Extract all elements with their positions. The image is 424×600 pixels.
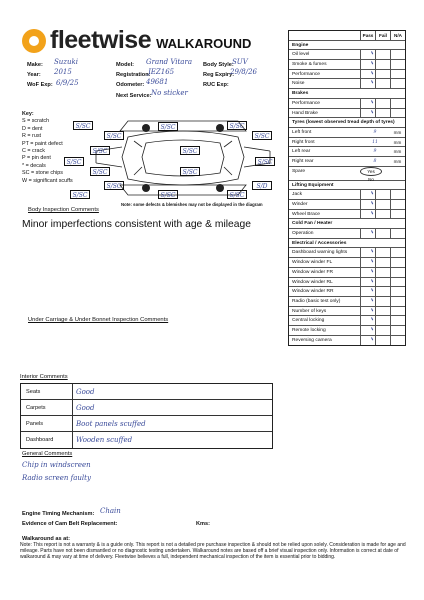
fail-cell bbox=[375, 109, 390, 118]
fail-cell bbox=[375, 210, 390, 219]
pass-cell bbox=[360, 316, 375, 325]
checklist-item-label: Left rear bbox=[292, 149, 311, 155]
interior-row-label: Dashboard bbox=[21, 432, 73, 448]
checklist-item bbox=[289, 210, 405, 220]
pass-cell bbox=[360, 200, 375, 209]
checklist-item-label: Wheel Brace bbox=[292, 211, 320, 217]
checklist-section bbox=[289, 118, 405, 128]
pass-cell bbox=[360, 278, 375, 287]
checklist-item-label: Electrical / Accessories bbox=[292, 240, 347, 246]
checklist-item bbox=[289, 268, 405, 278]
interior-row-label: Panels bbox=[21, 416, 73, 431]
interior-row-carpets bbox=[21, 400, 272, 416]
pass-cell bbox=[360, 248, 375, 257]
checklist-item-label: Oil level bbox=[292, 52, 310, 58]
interior-row-label: Seats bbox=[21, 384, 73, 399]
year-label: Year: bbox=[27, 72, 41, 78]
fail-column-header: Fail bbox=[375, 31, 390, 40]
interior-comments-table bbox=[20, 383, 273, 449]
wheel-icon bbox=[142, 124, 150, 132]
na-cell bbox=[390, 60, 405, 69]
checklist-item-label: Right rear bbox=[292, 158, 314, 164]
pass-cell bbox=[360, 99, 375, 108]
interior-row-label: Carpets bbox=[21, 400, 73, 415]
fail-cell bbox=[375, 297, 390, 306]
na-cell bbox=[390, 190, 405, 199]
fail-cell bbox=[375, 248, 390, 257]
checklist-section bbox=[289, 239, 405, 249]
tread-depth-value: 8 bbox=[373, 158, 377, 164]
checklist-item-label: Smoke & fumes bbox=[292, 62, 327, 68]
checklist-tyre-row bbox=[289, 128, 405, 138]
checklist-spare-row bbox=[289, 167, 405, 181]
body-inspection-comment: Minor imperfections consistent with age & mileage bbox=[22, 219, 251, 230]
pass-cell bbox=[360, 326, 375, 335]
interior-row-value: Wooden scuffed bbox=[76, 436, 133, 444]
fail-cell bbox=[375, 50, 390, 59]
pass-cell bbox=[360, 70, 375, 79]
wheel-icon bbox=[216, 184, 224, 192]
pass-cell bbox=[360, 287, 375, 296]
damage-tag: S/SC bbox=[180, 167, 200, 176]
brand-name: fleetwise bbox=[50, 26, 152, 54]
odometer-value: 49681 bbox=[146, 78, 169, 86]
body-style-value: SUV bbox=[232, 58, 248, 66]
checklist-item-label: Window winder FL bbox=[292, 260, 333, 266]
tread-depth-value: 9 bbox=[373, 129, 377, 135]
pass-cell bbox=[360, 229, 375, 238]
na-cell bbox=[390, 99, 405, 108]
na-cell bbox=[390, 336, 405, 346]
fail-cell bbox=[375, 258, 390, 267]
checklist-item-label: Number of keys bbox=[292, 308, 327, 314]
wheel-icon bbox=[216, 124, 224, 132]
make-value: Suzuki bbox=[54, 58, 78, 66]
pass-cell bbox=[360, 297, 375, 306]
checklist-header bbox=[289, 31, 405, 41]
interior-row-dashboard bbox=[21, 432, 272, 448]
fail-cell bbox=[375, 268, 390, 277]
checklist-tyre-row bbox=[289, 138, 405, 148]
damage-tag: S/SC bbox=[158, 122, 178, 131]
pass-cell bbox=[360, 50, 375, 59]
fail-cell bbox=[375, 99, 390, 108]
key-item: W = significant scuffs bbox=[22, 177, 73, 184]
checklist-section bbox=[289, 89, 405, 99]
model-value: Grand Vitara bbox=[146, 58, 193, 66]
damage-tag: S/SC bbox=[180, 146, 200, 155]
fail-cell bbox=[375, 287, 390, 296]
spare-yes-no bbox=[360, 167, 382, 180]
damage-tag: S/SC bbox=[252, 131, 272, 140]
checklist-section bbox=[289, 219, 405, 229]
general-comment-line: Chip in windscreen bbox=[22, 461, 91, 469]
checklist-item-label: Window winder FR bbox=[292, 269, 334, 275]
body-inspection-title: Body Inspection Comments bbox=[28, 207, 99, 213]
engine-timing-label: Engine Timing Mechanism: bbox=[22, 511, 95, 517]
checklist-item-label: Window winder RR bbox=[292, 289, 334, 295]
checklist-item-label: Central locking bbox=[292, 318, 325, 324]
fail-cell bbox=[375, 60, 390, 69]
interior-row-panels bbox=[21, 416, 272, 432]
wof-value: 6/9/25 bbox=[56, 79, 79, 87]
fail-cell bbox=[375, 336, 390, 346]
year-value: 2015 bbox=[54, 68, 72, 76]
fail-cell bbox=[375, 229, 390, 238]
checklist-item-label: Jack bbox=[292, 192, 303, 198]
na-cell bbox=[390, 109, 405, 118]
checklist-item bbox=[289, 79, 405, 89]
pass-cell bbox=[360, 336, 375, 346]
na-cell bbox=[390, 278, 405, 287]
interior-title: Interior Comments bbox=[20, 374, 68, 380]
checklist-item-label: Cold Fan / Heater bbox=[292, 221, 333, 227]
pass-cell bbox=[360, 307, 375, 316]
key-item: D = dent bbox=[22, 125, 43, 132]
damage-tag: S/SC bbox=[158, 190, 178, 199]
checklist-tyre-row bbox=[289, 157, 405, 167]
walkaround-date-label: Walkaround as at: bbox=[22, 536, 70, 542]
odometer-label: Odometer: bbox=[116, 82, 145, 88]
interior-row-value: Boot panels scuffed bbox=[76, 420, 146, 428]
na-cell bbox=[390, 200, 405, 209]
pass-cell bbox=[360, 190, 375, 199]
key-item: R = rust bbox=[22, 133, 42, 140]
damage-tag: S/SC bbox=[255, 157, 275, 166]
key-item: S = scratch bbox=[22, 118, 50, 125]
damage-tag: S/SC bbox=[104, 181, 124, 190]
damage-tag: S/SC bbox=[64, 157, 84, 166]
pass-cell bbox=[360, 258, 375, 267]
pass-cell bbox=[360, 210, 375, 219]
na-cell bbox=[390, 248, 405, 257]
spare-no-option: No bbox=[368, 176, 374, 182]
checklist-tyre-row bbox=[289, 147, 405, 157]
registration-label: Registration: bbox=[116, 72, 151, 78]
reg-expiry-value: 29/8/26 bbox=[230, 68, 257, 76]
spare-yes-option: Yes bbox=[360, 167, 382, 176]
interior-row-value: Good bbox=[76, 388, 95, 396]
ruc-expiry-label: RUC Exp: bbox=[203, 82, 229, 88]
damage-tag: S/D bbox=[252, 181, 272, 190]
na-cell bbox=[390, 287, 405, 296]
model-label: Model: bbox=[116, 62, 135, 68]
checklist-item bbox=[289, 287, 405, 297]
make-label: Make: bbox=[27, 62, 43, 68]
checklist-item-label: Performance bbox=[292, 100, 320, 106]
brand-subtitle: WALKAROUND bbox=[156, 35, 252, 51]
damage-tag: S/SC bbox=[227, 190, 247, 199]
fail-cell bbox=[375, 79, 390, 88]
diagram-note: Note: some defects & blemishes may not be displayed in the diagram bbox=[121, 202, 263, 207]
checklist-item bbox=[289, 326, 405, 336]
next-service-label: Next Service: bbox=[116, 93, 152, 99]
checklist-item-label: Spare bbox=[292, 168, 306, 174]
cambelt-kms-label: Kms: bbox=[196, 521, 210, 527]
tread-depth-value: 9 bbox=[373, 149, 377, 155]
tread-depth-unit: mm bbox=[393, 149, 402, 155]
pass-cell bbox=[360, 79, 375, 88]
body-style-label: Body Style: bbox=[203, 62, 234, 68]
checklist-item bbox=[289, 278, 405, 288]
na-cell bbox=[390, 316, 405, 325]
footnote: Note: This report is not a warranty & is a guide only. This report is not a detailed pre purchase inspection & should not be relied upon solely. Consideration is made for age and mileage. Parts have not been dismantled or no diagnostic testing undertaken. Walkaround notes are based off a brief visual inspection only. Information is correct at date of walkaround & may vary at time of delivery. Fleetwise believes a full, independent mechanical inspection of the item is essential prior to bidding. bbox=[20, 542, 406, 560]
na-cell bbox=[390, 70, 405, 79]
checklist-item-label: Window winder RL bbox=[292, 279, 333, 285]
general-comment-line: Radio screen faulty bbox=[22, 474, 91, 482]
key-item: P = pin dent bbox=[22, 155, 51, 162]
checklist-item bbox=[289, 190, 405, 200]
damage-tag: S/SC bbox=[227, 121, 247, 130]
checklist-item-label: Left front bbox=[292, 129, 312, 135]
checklist-item-label: Right front bbox=[292, 139, 315, 145]
next-service-value: No sticker bbox=[151, 89, 188, 97]
na-cell bbox=[390, 297, 405, 306]
key-item: PT = paint defect bbox=[22, 140, 63, 147]
key-title: Key: bbox=[22, 111, 34, 117]
checklist-item bbox=[289, 99, 405, 109]
fail-cell bbox=[375, 278, 390, 287]
inspection-checklist bbox=[288, 30, 406, 346]
tread-depth-unit: mm bbox=[393, 129, 402, 135]
pass-column-header: Pass bbox=[360, 31, 375, 40]
na-cell bbox=[390, 229, 405, 238]
checklist-item-label: Dashboard warning lights bbox=[292, 250, 348, 256]
checklist-item-label: Tyres (lowest observed tread depth of tyres) bbox=[292, 120, 395, 126]
wheel-icon bbox=[142, 184, 150, 192]
fleetwise-logo bbox=[22, 26, 251, 55]
pass-cell bbox=[360, 109, 375, 118]
fail-cell bbox=[375, 316, 390, 325]
checklist-item-label: Operation bbox=[292, 231, 314, 237]
na-column-header: N/A bbox=[390, 31, 405, 40]
checklist-item bbox=[289, 307, 405, 317]
pass-cell bbox=[360, 60, 375, 69]
na-cell bbox=[390, 326, 405, 335]
fail-cell bbox=[375, 307, 390, 316]
checklist-item bbox=[289, 60, 405, 70]
fleetwise-wheel-icon bbox=[22, 29, 46, 53]
na-cell bbox=[390, 210, 405, 219]
checklist-item-label: Noise bbox=[292, 81, 305, 87]
undercarriage-title: Under Carriage & Under Bonnet Inspection Comments bbox=[28, 317, 169, 323]
registration-value: JEZ165 bbox=[148, 68, 175, 76]
checklist-item bbox=[289, 316, 405, 326]
checklist-item bbox=[289, 258, 405, 268]
checklist-item bbox=[289, 336, 405, 346]
damage-tag: S/SC bbox=[70, 190, 90, 199]
na-cell bbox=[390, 79, 405, 88]
checklist-item bbox=[289, 109, 405, 119]
tread-depth-value: 11 bbox=[372, 139, 378, 145]
checklist-item bbox=[289, 229, 405, 239]
fail-cell bbox=[375, 326, 390, 335]
checklist-item-label: Reversing camera bbox=[292, 337, 332, 343]
fail-cell bbox=[375, 200, 390, 209]
tread-depth-unit: mm bbox=[393, 158, 402, 164]
checklist-item bbox=[289, 50, 405, 60]
na-cell bbox=[390, 268, 405, 277]
wof-label: WoF Exp: bbox=[27, 82, 53, 88]
na-cell bbox=[390, 258, 405, 267]
interior-row-value: Good bbox=[76, 404, 95, 412]
key-item: SC = stone chips bbox=[22, 170, 63, 177]
checklist-item bbox=[289, 297, 405, 307]
na-cell bbox=[390, 50, 405, 59]
checklist-item-label: Remote locking bbox=[292, 327, 326, 333]
checklist-item-label: Brakes bbox=[292, 91, 309, 97]
checklist-item-label: Radio (basic test only) bbox=[292, 298, 341, 304]
damage-tag: S/SC bbox=[73, 121, 93, 130]
checklist-item-label: Lifting Equipment bbox=[292, 182, 334, 188]
cambelt-label: Evidence of Cam Belt Replacement: bbox=[22, 521, 118, 527]
na-cell bbox=[390, 307, 405, 316]
checklist-item bbox=[289, 200, 405, 210]
damage-tag: S/SC bbox=[90, 146, 110, 155]
damage-tag: S/SC bbox=[90, 167, 110, 176]
pass-cell bbox=[360, 268, 375, 277]
engine-timing-value: Chain bbox=[100, 507, 121, 515]
key-item: C = crack bbox=[22, 148, 45, 155]
damage-tag: S/SC bbox=[104, 131, 124, 140]
tread-depth-unit: mm bbox=[393, 139, 402, 145]
checklist-item bbox=[289, 248, 405, 258]
interior-row-seats bbox=[21, 384, 272, 400]
checklist-section bbox=[289, 41, 405, 51]
checklist-section bbox=[289, 181, 405, 191]
checklist-item-label: Winder bbox=[292, 202, 308, 207]
general-comments-title: General Comments bbox=[22, 451, 73, 457]
checklist-item-label: Hand Brake bbox=[292, 110, 318, 116]
checklist-item-label: Engine bbox=[292, 42, 309, 48]
damage-key bbox=[22, 111, 73, 185]
checklist-item bbox=[289, 70, 405, 80]
reg-expiry-label: Reg Expiry: bbox=[203, 72, 235, 78]
key-item: * = decals bbox=[22, 162, 46, 169]
fail-cell bbox=[375, 190, 390, 199]
fail-cell bbox=[375, 70, 390, 79]
checklist-item-label: Performance bbox=[292, 71, 320, 77]
